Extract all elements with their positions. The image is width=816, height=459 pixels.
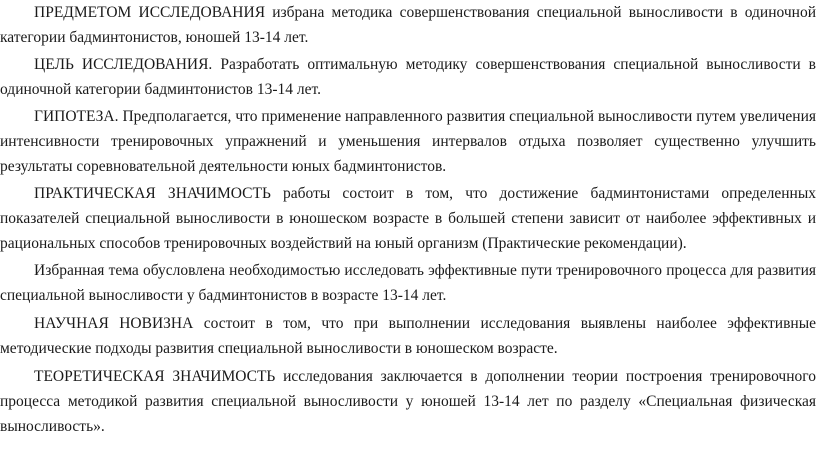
- paragraph-practical-significance: [0, 181, 816, 256]
- paragraph-text: работы состоит в том, что достижение бадминтонистами определенных показателей специальной выносливости в юношеском возрасте в большей степени зависит от наиболее эффективных и рациональных способов тренировочных воздействий на юный организм (Практические рекомендации).: [0, 185, 816, 252]
- paragraph-research-goal: [0, 52, 816, 102]
- paragraph-text: . Предполагается, что применение направленного развития специальной выносливости путем увеличения интенсивности тренировочных упражнений и уменьшения интервалов отдыха позволяет существенно улучшить результаты соревновательной деятельности юных бадминтонистов.: [0, 108, 816, 175]
- paragraph-keyword: НАУЧНАЯ НОВИЗНА: [34, 315, 194, 332]
- paragraph-keyword: ГИПОТЕЗА: [34, 108, 115, 125]
- paragraph-keyword: ПРАКТИЧЕСКАЯ ЗНАЧИМОСТЬ: [34, 185, 271, 202]
- paragraph-text: . Разработать оптимальную методику совершенствования специальной выносливости в одиночной категории бадминтонистов 13-14 лет.: [0, 56, 816, 98]
- paragraph-hypothesis: [0, 104, 816, 179]
- paragraph-topic-rationale: [0, 258, 816, 308]
- paragraph-theoretical-significance: [0, 364, 816, 439]
- paragraph-scientific-novelty: [0, 311, 816, 361]
- paragraph-research-subject: [0, 0, 816, 50]
- paragraph-keyword: ПРЕДМЕТОМ ИССЛЕДОВАНИЯ: [34, 4, 266, 21]
- paragraph-text: избрана методика совершенствования специальной выносливости в одиночной категории бадминтонистов, юношей 13-14 лет.: [0, 4, 816, 46]
- paragraph-text: исследования заключается в дополнении теории построения тренировочного процесса методикой развития специальной выносливости у юношей 13-14 лет по разделу «Специальная физическая выносливость».: [0, 368, 816, 435]
- paragraph-keyword: ЦЕЛЬ ИССЛЕДОВАНИЯ: [34, 56, 209, 73]
- paragraph-text: Избранная тема обусловлена необходимостью исследовать эффективные пути тренировочного процесса для развития специальной выносливости у бадминтонистов в возрасте 13-14 лет.: [0, 262, 816, 304]
- paragraph-keyword: ТЕОРЕТИЧЕСКАЯ ЗНАЧИМОСТЬ: [34, 368, 276, 385]
- paragraph-text: состоит в том, что при выполнении исследования выявлены наиболее эффективные методические подходы развития специальной выносливости в юношеском возрасте.: [0, 315, 816, 357]
